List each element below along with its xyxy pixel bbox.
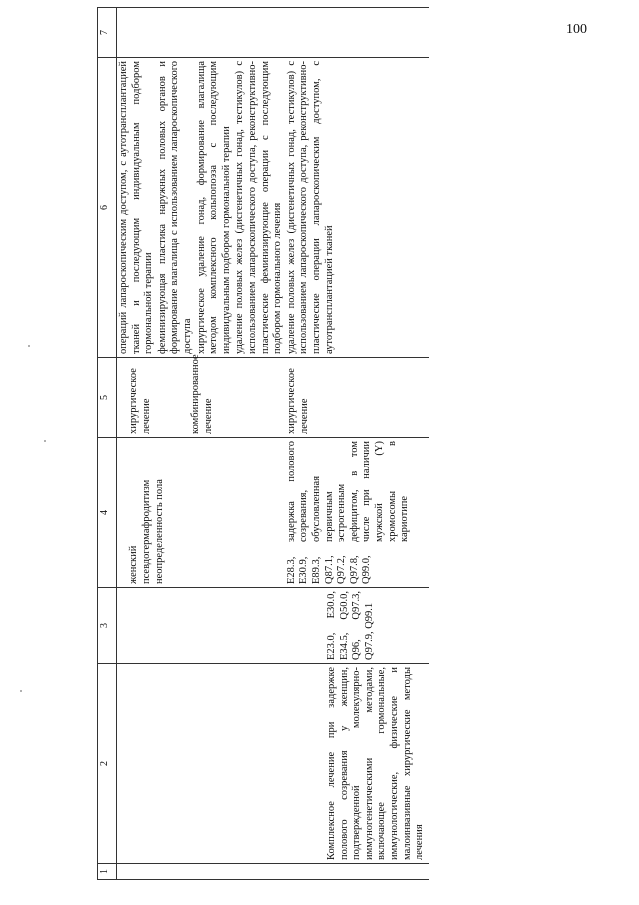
cell-treatment-type — [117, 354, 429, 438]
method-name-text: Комплексное лечение при задержке полового созревания у женщин, подтвержденной молекулярно-иммуногенетическими методами, включающее гормональные, иммунологические, физические и малоинвазивные хирургические методы лечения — [326, 667, 426, 860]
treatment-method-text: операций лапароскопическим доступом, с аутотрансплантацией тканей и последующим индивидуальным подбором гормональной терапии — [118, 61, 155, 354]
cell-treatment-method — [117, 58, 429, 358]
cell-method-name — [117, 664, 429, 864]
scan-speck — [20, 690, 22, 692]
treatment-surgical: хирургическое лечение — [128, 368, 152, 434]
treatment-combined: комбинированное лечение — [190, 354, 214, 434]
treatment-method-text: феминизирующая пластика наружных половых органов и формирование влагалища с использованием лапароскопического доступа — [156, 61, 193, 354]
treatment-method-text: удаление половых желез (дисгенетичных гонад, тестикулов) с использованием лапароскопического доступа, реконструктивно-пластические феминизирующие операции с последующим подбором гормонального лечения — [234, 61, 284, 354]
column-number: 4 — [98, 438, 117, 588]
treatment-surgical: хирургическое лечение — [286, 368, 310, 434]
rotated-table-sheet — [97, 8, 607, 880]
scan-speck — [28, 345, 30, 347]
icd-codes-text: E23.0, E30.0, E34.5, Q50.0, Q96, Q97.3, Q97.9, Q99.1 — [326, 591, 375, 660]
table-row — [117, 8, 429, 880]
column-number: 3 — [98, 588, 117, 664]
treatment-method-text: удаление половых желез (дисгенетичных гонад, тестикулов) с использованием лапароскопического доступа, реконструктивно-пластические операции лапароскопическим доступом, с аутотрансплантацией тканей — [285, 61, 335, 354]
column-number-row — [98, 8, 117, 880]
medical-services-table — [97, 7, 429, 880]
diagnosis-icd-codes: E28.3, E30.9, E89.3, Q87.1, Q97.2, Q97.8, Q99.0, — [285, 555, 373, 584]
page-number: 100 — [566, 22, 587, 37]
column-number: 5 — [98, 358, 117, 438]
diagnosis-delayed-puberty: задержка полового созревания, обусловленная первичным эстрогенным дефицитом, в том числе при наличии мужской (Y) хромосомы в кариотипе — [285, 441, 411, 542]
cell-number — [117, 864, 429, 880]
column-number: 6 — [98, 58, 117, 358]
column-number: 1 — [98, 864, 117, 880]
diagnosis-sex-uncertainty: неопределенность пола — [154, 479, 166, 584]
cell-icd-codes — [117, 588, 429, 664]
diagnosis-female-pseudohermaphroditism: женский псевдогермафродитизм — [128, 479, 152, 584]
scan-speck — [44, 440, 46, 442]
cell-diagnosis — [117, 438, 429, 588]
column-number: 7 — [98, 8, 117, 58]
treatment-method-text: хирургическое удаление гонад, формирование влагалища методом комплексного кольпопоэза с последующим индивидуальным подбором гормональной терапии — [195, 61, 232, 354]
cell-norm — [117, 8, 429, 58]
column-number: 2 — [98, 664, 117, 864]
